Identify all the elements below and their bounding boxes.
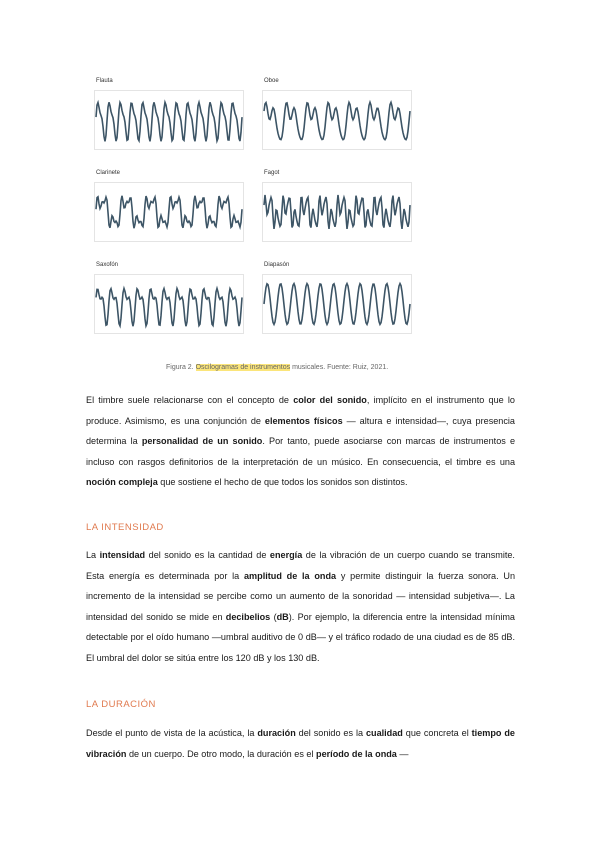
heading-duracion: LA DURACIÓN	[86, 699, 156, 710]
waveform-flauta	[94, 90, 244, 150]
waveform-line	[96, 288, 242, 326]
text-run: que concreta el	[402, 728, 472, 738]
text-run: del sonido es la	[295, 728, 366, 738]
oscillogram-figure	[88, 68, 418, 378]
text-run: —	[396, 748, 409, 759]
waveform-oboe	[262, 90, 412, 150]
bold-term: decibelios	[225, 611, 271, 622]
waveform-clarinete	[94, 182, 244, 242]
text-run: de la vibración de un cuerpo cuando se transmite. Esta energía es determinada por la	[86, 550, 515, 581]
figure-caption	[166, 364, 388, 371]
bold-term: dB	[276, 611, 289, 622]
text-run: — altura e intensidad—, cuya presencia determina la	[86, 415, 515, 447]
bold-term: color del sonido	[293, 395, 367, 405]
panel-label-saxofon: Saxofón	[96, 262, 119, 268]
panel-label-fagot: Fagot	[264, 170, 280, 176]
caption-suffix: musicales. Fuente: Ruiz, 2021.	[290, 364, 389, 371]
text-run: y permite distinguir la fuerza sonora. Un incremento de la intensidad se percibe como un aumento de la sonoridad — intensidad subjetiva—. La intensidad del sonido se mide en	[86, 570, 515, 622]
panel-label-flauta: Flauta	[96, 78, 113, 84]
waveform-saxofon	[94, 274, 244, 334]
waveform-diapason	[262, 274, 412, 334]
waveform-frame	[263, 91, 412, 150]
text-run: El timbre suele relacionarse con el concepto de	[86, 395, 294, 405]
panel-label-clarinete: Clarinete	[96, 170, 121, 176]
panel-label-diapason: Diapasón	[264, 262, 290, 268]
bold-term: intensidad	[99, 550, 146, 560]
caption-highlight: Oscilogramas de instrumentos	[195, 364, 291, 371]
text-run: del sonido es la cantidad de	[145, 550, 270, 560]
waveform-line	[96, 102, 242, 141]
text-run: Desde el punto de vista de la acústica, la	[86, 728, 258, 738]
text-run: ). Por ejemplo, la diferencia entre la intensidad mínima detectable por el oído humano —umbral auditivo de 0 dB— y el tráfico rodado de una ciudad es de 85 dB. El umbral del dolor se sitúa entre los 120 dB y los 130 dB.	[86, 611, 515, 663]
text-run: de un cuerpo. De otro modo, la duración es el	[126, 748, 317, 759]
waveform-line	[264, 102, 410, 139]
text-run: que sostiene el hecho de que todos los sonidos son distintos.	[157, 477, 408, 488]
bold-term: elementos físicos	[264, 415, 343, 426]
waveform-line	[264, 284, 410, 325]
bold-term: cualidad	[365, 728, 403, 738]
text-run: La	[86, 550, 100, 560]
caption-prefix: Figura 2.	[166, 364, 196, 371]
text-run: , implícito en el instrumento que lo produce. Asimismo, es una conjunción de	[86, 395, 515, 426]
text-run: (	[270, 611, 277, 622]
text-run: . Por tanto, puede asociarse con marcas de instrumentos e incluso con rasgos definitorios de la interpretación de un músico. En consecuencia, el timbre es una	[86, 436, 516, 467]
heading-intensidad: LA INTENSIDAD	[86, 522, 164, 533]
waveform-fagot	[262, 182, 412, 242]
panel-label-oboe: Oboe	[264, 78, 279, 84]
bold-term: energía	[269, 550, 303, 560]
paragraph-duracion	[86, 723, 515, 764]
paragraph-intensidad	[86, 545, 515, 669]
bold-term: personalidad de un sonido	[141, 436, 263, 447]
waveform-line	[264, 195, 410, 229]
bold-term: tiempo de vibración	[86, 728, 515, 759]
waveform-line	[96, 196, 242, 228]
bold-term: noción compleja	[86, 477, 158, 488]
bold-term: período de la onda	[316, 748, 397, 759]
paragraph-timbre	[86, 390, 515, 493]
bold-term: duración	[257, 728, 296, 738]
bold-term: amplitud de la onda	[244, 570, 337, 581]
